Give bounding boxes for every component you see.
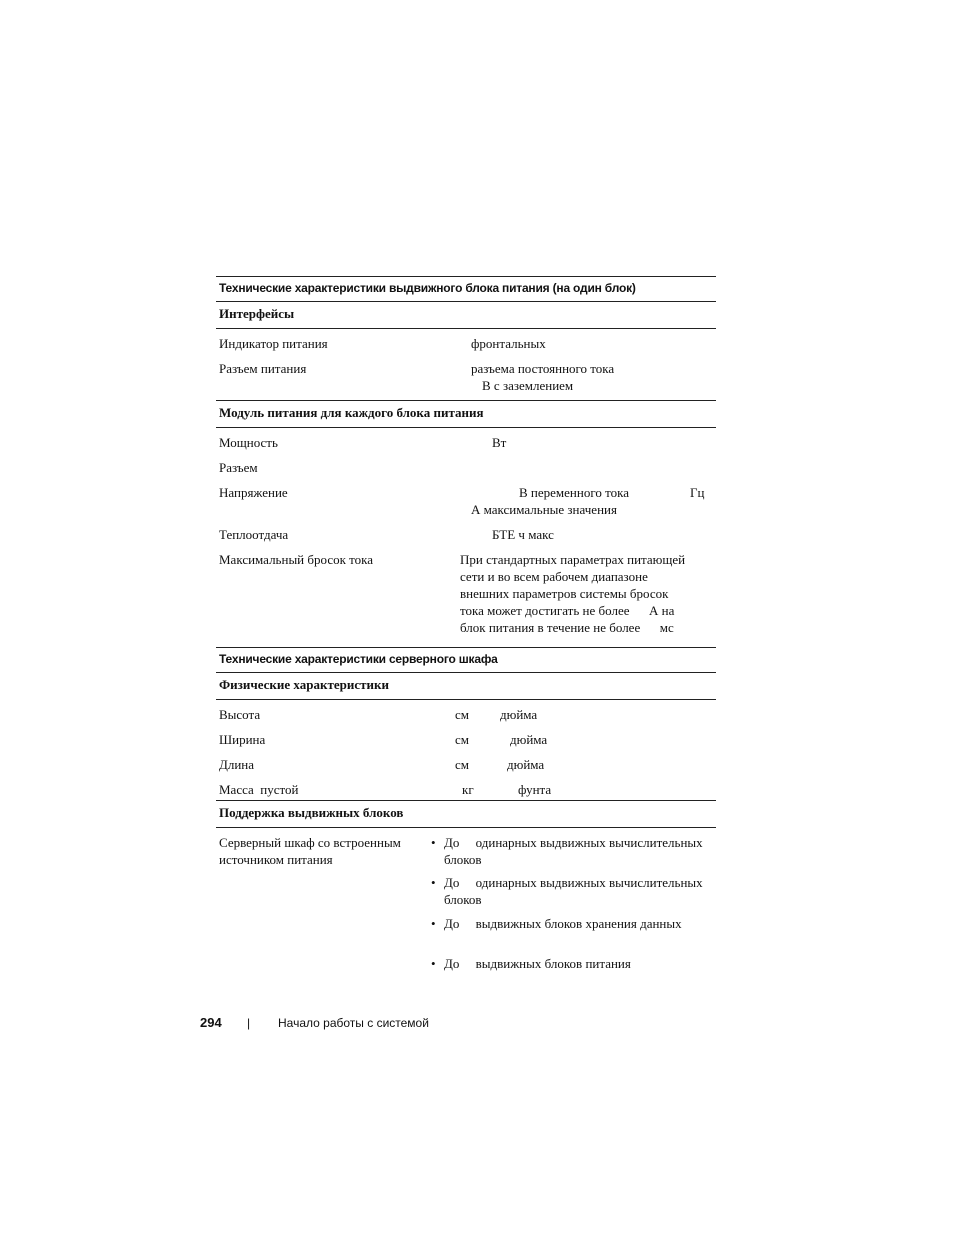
spec-label: Длина — [219, 757, 255, 772]
table1-title: Технические характеристики выдвижного блока питания (на один блок) — [219, 281, 636, 295]
spec-row-heat — [216, 526, 716, 551]
spec-row-power-indicator — [216, 335, 716, 360]
spec-row-height — [216, 706, 716, 731]
spec-unit: см — [455, 707, 469, 722]
spec-label: Напряжение — [219, 485, 288, 500]
spec-label: Мощность — [219, 435, 278, 450]
table2-title: Технические характеристики серверного шкафа — [219, 652, 498, 666]
spec-row-power — [216, 434, 716, 459]
footer-section-title: Начало работы с системой — [278, 1016, 429, 1030]
spec-unit: см — [455, 732, 469, 747]
spec-row-width — [216, 731, 716, 756]
divider — [216, 827, 716, 828]
spec-value-line: внешних параметров системы бросок — [460, 586, 669, 601]
spec-document — [216, 276, 716, 984]
spec-row-inrush — [216, 551, 716, 647]
spec-label: Максимальный бросок тока — [219, 552, 374, 567]
spec-unit: дюйма — [507, 757, 545, 772]
spec-value-line: блок питания в течение не более мс — [460, 620, 674, 635]
bullet-icon: • — [431, 916, 436, 931]
spec-row-power-connector — [216, 360, 716, 400]
support-heading: Поддержка выдвижных блоков — [219, 805, 404, 820]
spec-value: А максимальные значения — [471, 502, 617, 517]
footer-separator: | — [247, 1016, 251, 1030]
page-number: 294 — [200, 1015, 222, 1030]
bullet-icon: • — [431, 956, 436, 971]
list-item-text: До выдвижных блоков хранения данных — [444, 916, 682, 931]
spec-value-line: При стандартных параметрах питающей — [460, 552, 686, 567]
spec-label: Разъем питания — [219, 361, 307, 376]
bullet-icon: • — [431, 835, 436, 850]
spec-label: Теплоотдача — [219, 527, 289, 542]
spec-value-line: сети и во всем рабочем диапазоне — [460, 569, 648, 584]
module-heading: Модуль питания для каждого блока питания — [219, 405, 484, 420]
spec-value: Гц — [690, 485, 705, 500]
spec-label: Индикатор питания — [219, 336, 328, 351]
spec-label: Высота — [219, 707, 261, 722]
divider — [216, 427, 716, 428]
list-item-text: блоков — [444, 852, 482, 867]
interfaces-heading: Интерфейсы — [219, 306, 295, 321]
spec-label: Разъем — [219, 460, 258, 475]
spec-value: БТЕ ч макс — [492, 527, 554, 542]
list-item-text: До одинарных выдвижных вычислительных — [444, 835, 703, 850]
divider — [216, 328, 716, 329]
spec-unit: дюйма — [500, 707, 538, 722]
spec-unit: см — [455, 757, 469, 772]
spec-label: Ширина — [219, 732, 266, 747]
spec-value: разъема постоянного тока — [471, 361, 615, 376]
list-item-text: До одинарных выдвижных вычислительных — [444, 875, 703, 890]
spec-value: В переменного тока — [519, 485, 629, 500]
spec-row-voltage — [216, 484, 716, 526]
spec-row-rack-support — [216, 834, 716, 984]
spec-row-length — [216, 756, 716, 781]
spec-unit: фунта — [518, 782, 552, 797]
spec-row-mass — [216, 781, 716, 800]
bullet-icon: • — [431, 875, 436, 890]
spec-value-line: тока может достигать не более А на — [460, 603, 675, 618]
list-item-text: блоков — [444, 892, 482, 907]
list-item-text: До выдвижных блоков питания — [444, 956, 631, 971]
divider — [216, 699, 716, 700]
spec-unit: дюйма — [510, 732, 548, 747]
spec-label: Масса пустой — [219, 782, 299, 797]
spec-label: Серверный шкаф со встроенным — [219, 835, 401, 850]
spec-label: источником питания — [219, 852, 333, 867]
spec-value: Вт — [492, 435, 507, 450]
physical-heading: Физические характеристики — [219, 677, 389, 692]
spec-unit: кг — [462, 782, 474, 797]
spec-value: фронтальных — [471, 336, 546, 351]
spec-value: В с заземлением — [482, 378, 574, 393]
spec-row-connector — [216, 459, 716, 484]
